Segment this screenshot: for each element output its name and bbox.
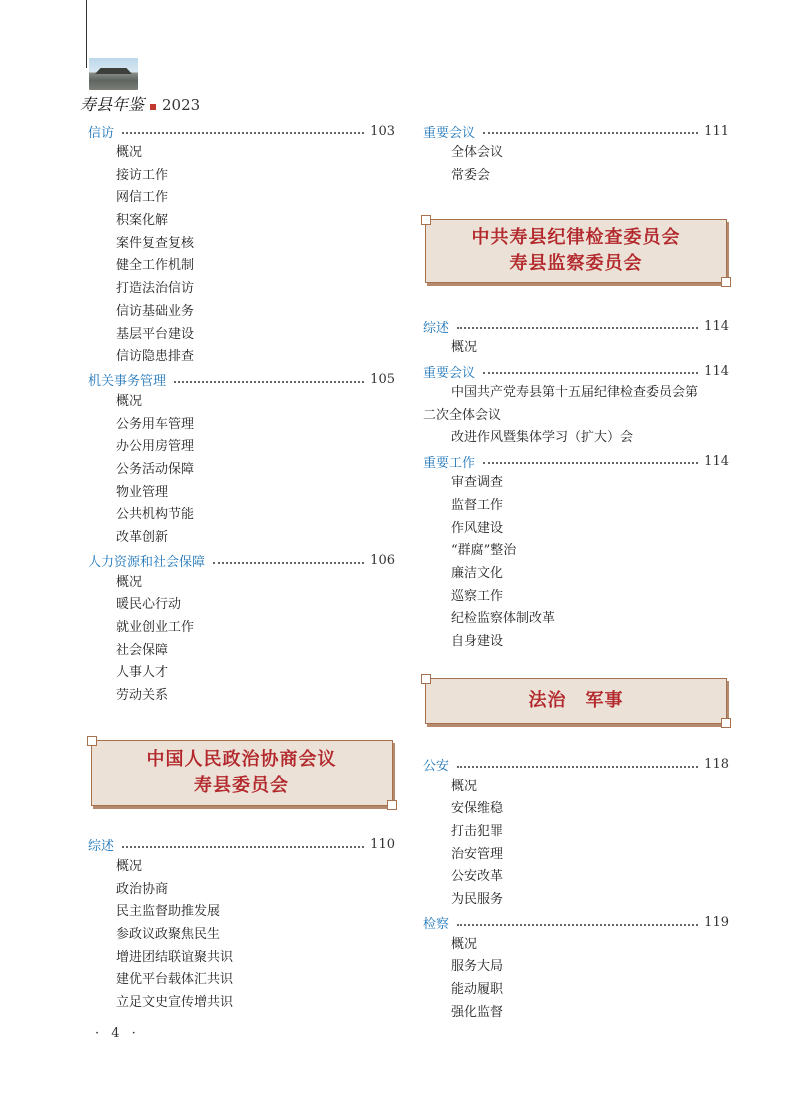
toc-entry-title[interactable]: 重要会议 (423, 125, 476, 141)
toc-subitem: 物业管理 (116, 484, 169, 500)
toc-entry-page: 119 (704, 915, 729, 931)
toc-subitem: 监督工作 (451, 497, 504, 513)
toc-subitem: 办公用房管理 (116, 439, 195, 455)
toc-subitem: 纪检监察体制改革 (451, 611, 556, 627)
toc-subitem: 巡察工作 (451, 588, 504, 604)
toc-subitem: 人事人才 (116, 665, 169, 681)
toc-entry[interactable] (423, 754, 729, 776)
toc-entry[interactable] (88, 834, 395, 856)
toc-subitem: 暖民心行动 (116, 597, 182, 613)
leader-dots (457, 924, 698, 926)
toc-subitem: 概况 (451, 340, 478, 356)
banner-line: 中共寿县纪律检查委员会 (471, 227, 681, 249)
toc-entry[interactable] (88, 369, 395, 391)
header-rule (86, 0, 87, 68)
toc-entry-page: 114 (704, 363, 729, 379)
toc-subitem: 立足文史宣传增共识 (116, 994, 234, 1010)
leader-dots (483, 372, 698, 374)
banner-line: 寿县监察委员会 (509, 253, 643, 275)
section-banner-cppcc (91, 740, 393, 806)
toc-subitem: 建优平台载体汇共识 (116, 972, 234, 988)
toc-entry-title[interactable]: 信访 (88, 125, 115, 141)
banner-line: 法治 军事 (528, 689, 624, 711)
toc-entry-page: 114 (704, 318, 729, 334)
toc-subitem-continued: 二次全体会议 (423, 407, 502, 423)
toc-subitem: 案件复查复核 (116, 235, 195, 251)
toc-subitem: 治安管理 (451, 846, 504, 862)
banner-line: 中国人民政治协商会议 (146, 748, 337, 770)
leader-dots (457, 766, 698, 768)
toc-subitem: 公务用车管理 (116, 416, 195, 432)
leader-dots (457, 327, 698, 329)
toc-entry-page: 111 (704, 123, 729, 139)
leader-dots (122, 132, 364, 134)
toc-subitem: 改革创新 (116, 530, 169, 545)
toc-subitem: 接访工作 (116, 167, 169, 183)
toc-subitem: 概况 (116, 574, 143, 590)
toc-subitem: 常委会 (451, 167, 491, 183)
toc-entry-title[interactable]: 综述 (423, 320, 450, 336)
toc-entry[interactable] (423, 450, 729, 472)
toc-entry-title[interactable]: 检察 (423, 917, 450, 933)
toc-subitem: 概况 (116, 393, 143, 409)
section-banner-law-military (425, 678, 727, 724)
toc-subitem: 增进团结联谊聚共识 (116, 949, 234, 965)
leader-dots (213, 562, 364, 564)
toc-subitem: 打造法治信访 (116, 281, 195, 297)
toc-entry[interactable] (88, 120, 395, 142)
toc-subitem: 作风建设 (451, 520, 504, 536)
toc-subitem: 安保维稳 (451, 801, 504, 817)
toc-subitem: 健全工作机制 (116, 258, 195, 274)
toc-subitem: 公安改革 (451, 869, 504, 885)
toc-subitem: 全体会议 (451, 145, 504, 160)
toc-subitem: 服务大局 (451, 959, 504, 975)
leader-dots (483, 462, 698, 464)
toc-subitem: 公共机构节能 (116, 507, 195, 523)
toc-subitem: 基层平台建设 (116, 326, 195, 342)
toc-entry-title[interactable]: 公安 (423, 759, 450, 775)
toc-subitem: 能动履职 (451, 982, 504, 998)
toc-subitem: 自身建设 (451, 633, 504, 649)
book-title (80, 92, 200, 116)
toc-subitem: 概况 (451, 936, 478, 952)
toc-entry-title[interactable]: 综述 (88, 839, 115, 855)
toc-subitem: 公务活动保障 (116, 461, 195, 477)
building-icon (95, 68, 132, 74)
toc-subitem: 就业创业工作 (116, 620, 195, 636)
toc-entry-title[interactable]: 人力资源和社会保障 (88, 555, 206, 571)
toc-subitem: 网信工作 (116, 190, 169, 206)
toc-entry[interactable] (423, 120, 729, 142)
toc-entry-title[interactable]: 重要工作 (423, 455, 476, 471)
page-number: · 4 · (95, 1026, 140, 1041)
toc-subitem: 信访隐患排查 (116, 349, 195, 365)
toc-entry-page: 114 (704, 453, 729, 469)
toc-subitem: 民主监督助推发展 (116, 904, 221, 920)
leader-dots (483, 132, 698, 134)
toc-subitem: 强化监督 (451, 1004, 504, 1020)
toc-entry-page: 105 (370, 372, 395, 388)
toc-subitem: 劳动关系 (116, 688, 169, 704)
toc-entry-page: 103 (370, 123, 395, 139)
toc-subitem: 参政议政聚焦民生 (116, 926, 221, 942)
book-year: 2023 (162, 96, 201, 114)
section-banner-discipline (425, 219, 727, 283)
toc-subitem: 为民服务 (451, 892, 504, 908)
toc-subitem: 廉洁文化 (451, 565, 504, 581)
toc-entry-page: 110 (370, 837, 395, 853)
toc-entry-page: 106 (370, 553, 395, 569)
toc-subitem: 概况 (116, 858, 143, 874)
book-title-text: 寿县年鉴 (80, 95, 145, 114)
toc-subitem: 信访基础业务 (116, 303, 195, 319)
toc-subitem: 概况 (116, 145, 143, 160)
right-column (423, 120, 729, 1025)
toc-entry-page: 118 (704, 757, 729, 773)
banner-line: 寿县委员会 (194, 774, 289, 796)
toc-subitem: 积案化解 (116, 213, 169, 229)
toc-entry-title[interactable]: 重要会议 (423, 365, 476, 381)
toc-entry[interactable] (423, 315, 729, 337)
toc-subitem: 中国共产党寿县第十五届纪律检查委员会第 (451, 385, 699, 401)
toc-subitem: “群腐”整治 (451, 543, 517, 559)
toc-subitem: 审查调查 (451, 475, 504, 491)
seal-icon (150, 104, 156, 110)
toc-subitem: 政治协商 (116, 881, 169, 897)
toc-subitem: 社会保障 (116, 642, 169, 658)
toc-subitem: 概况 (451, 778, 478, 794)
header-image (89, 58, 138, 90)
toc-entry[interactable] (423, 912, 729, 934)
leader-dots (174, 381, 364, 383)
toc-entry[interactable] (423, 360, 729, 382)
toc-entry-title[interactable]: 机关事务管理 (88, 374, 167, 390)
toc-subitem: 打击犯罪 (451, 824, 504, 839)
left-column (88, 120, 395, 1015)
toc-entry[interactable] (88, 550, 395, 572)
leader-dots (122, 846, 364, 848)
toc-subitem: 改进作风暨集体学习（扩大）会 (451, 430, 634, 446)
